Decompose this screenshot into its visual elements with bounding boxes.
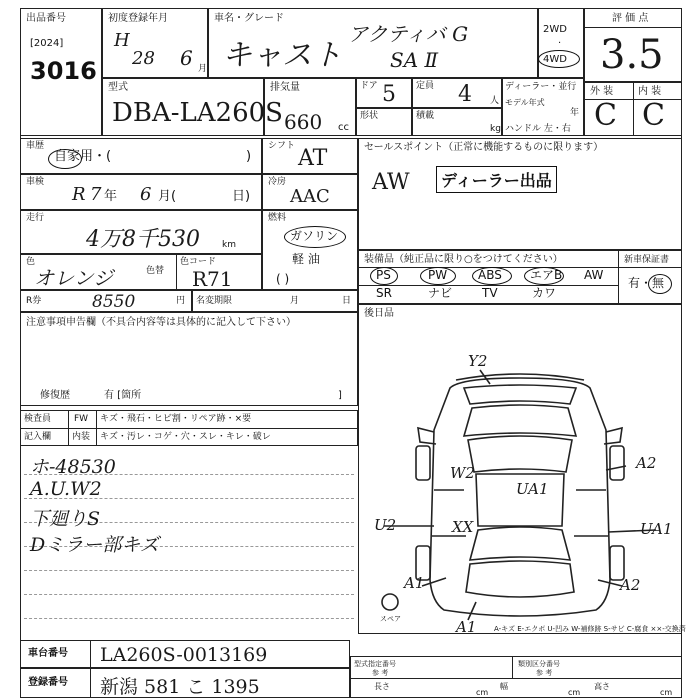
damage-label-2: W2 <box>450 464 475 482</box>
capacity-value: 4 <box>458 82 472 107</box>
chassis-label: 車台番号 <box>28 648 68 659</box>
ac-label: 冷房 <box>268 177 287 187</box>
shift-label: シフト <box>268 141 296 151</box>
notes-label: 注意事項申告欄（不具合内容等は具体的に記入して下さい） <box>26 317 296 328</box>
handwritten-note-1: ホ-48530 <box>30 456 116 478</box>
damage-label-9: A1 <box>456 618 477 636</box>
name-change-label: 名変期限 <box>196 296 233 306</box>
car-grade-2: SA Ⅱ <box>390 48 439 72</box>
door-value: 5 <box>382 82 396 107</box>
int-value: C <box>642 98 665 133</box>
damage-label-4: UA1 <box>516 480 549 498</box>
damage-label-10: A2 <box>620 576 641 594</box>
displacement-unit: cc <box>338 122 349 133</box>
entry-label: 記入欄 <box>24 432 52 442</box>
damage-label-5: U2 <box>374 516 397 534</box>
drive-2wd: 2WD <box>543 24 567 35</box>
sales-point-label: セールスポイント（正常に機能するものに限ります） <box>364 142 604 153</box>
spec-class-label: 類別区分番号 <box>518 660 560 668</box>
mileage-unit: km <box>222 240 236 250</box>
repair-label: 修復歴 <box>40 390 70 401</box>
inspector-fw: FW <box>74 414 89 424</box>
inspector-row1: キズ・飛石・ヒビ割・リペア跡・×要 <box>100 414 252 424</box>
displacement-value: 660 <box>284 110 323 134</box>
model-year-label: モデル年式 <box>505 98 545 107</box>
door-label: ドア <box>360 81 378 91</box>
ac-value: AAC <box>290 186 330 207</box>
color-code-label: 色コード <box>180 257 217 267</box>
repair-close: ] <box>338 390 342 401</box>
handle-label: ハンドル 左・右 <box>505 124 571 134</box>
equipment-label: 装備品（純正品に限り○をつけてください） <box>364 254 563 265</box>
spec-width-cm: cm <box>568 688 581 697</box>
spec-height: 高さ <box>594 682 610 691</box>
history-close: ) <box>246 149 252 164</box>
equip-abs: ABS <box>478 268 502 282</box>
warranty-circle <box>648 274 672 294</box>
mileage-value: 4万8千530 <box>86 227 200 252</box>
damage-label-7: UA1 <box>640 520 673 538</box>
capacity-label: 定員 <box>416 81 435 91</box>
fuel-diesel: 軽 油 <box>292 252 320 266</box>
damage-label-3: A2 <box>636 454 657 472</box>
inspection-month-unit: 月( <box>158 189 177 204</box>
recycle-label: R券 <box>26 296 42 306</box>
spec-box <box>350 656 682 698</box>
reg-number-value: 新潟 581 こ 1395 <box>100 676 260 698</box>
ext-value: C <box>594 98 617 133</box>
capacity-unit: 人 <box>490 96 500 106</box>
car-grade: アクティバ G <box>348 22 469 46</box>
equip-leather: カワ <box>532 286 557 300</box>
spec-height-cm: cm <box>660 688 673 697</box>
shift-value: AT <box>298 146 328 171</box>
registration-era: H <box>114 30 130 51</box>
dealer-label: ディーラー・並行 <box>505 82 577 92</box>
inspector-label: 検査員 <box>24 414 52 424</box>
color-code: R71 <box>192 267 233 291</box>
load-label: 積載 <box>416 111 435 121</box>
sales-point-aw: AW <box>372 170 410 195</box>
warranty-label: 新車保証書 <box>624 255 670 265</box>
warranty-value: 有・無 <box>628 276 665 290</box>
color-value: オレンジ <box>34 266 113 290</box>
history-label: 車歴 <box>26 141 45 151</box>
spec-length: 長さ <box>374 682 390 691</box>
equip-tv: TV <box>482 286 498 300</box>
fuel-other: ( ) <box>276 272 290 286</box>
registration-month-unit: 月 <box>198 64 208 74</box>
spare-label: スペア <box>380 615 401 623</box>
equip-airbag: エアB <box>530 268 563 282</box>
spec-model-label: 型式指定番号 <box>354 660 396 668</box>
color-label: 色 <box>26 257 36 267</box>
registration-month: 6 <box>180 46 193 70</box>
lot-year: [2024] <box>30 38 64 49</box>
fuel-value: ガソリン <box>290 229 339 243</box>
damage-legend: A-キズ E-エクボ U-凹み W-補修跡 S-サビ C-腐食 ××-交換済 <box>494 625 686 633</box>
registration-year: 28 <box>132 48 155 69</box>
inspection-label: 車検 <box>26 177 45 187</box>
recycle-value: 8550 <box>92 292 136 312</box>
equip-ps-circle <box>370 267 398 285</box>
model-label: 型式 <box>108 82 128 93</box>
load-unit: kg <box>490 124 501 134</box>
equip-ps: PS <box>376 268 391 282</box>
inspection-day-unit: 日) <box>232 189 251 204</box>
repair-value: 有 [箇所 <box>104 390 142 401</box>
inspection-month: 6 <box>140 184 152 205</box>
ext-label: 外 装 <box>590 86 614 97</box>
mileage-label: 走行 <box>26 213 45 223</box>
inspection-year: 7 <box>90 184 102 205</box>
int-label: 内 装 <box>638 86 662 97</box>
recycle-unit: 円 <box>176 296 186 306</box>
registration-label: 初度登録年月 <box>108 13 168 24</box>
car-name-label: 車名・グレード <box>214 13 284 24</box>
score-value: 3.5 <box>600 32 664 78</box>
sales-point-dealer: ディーラー出品 <box>436 166 557 193</box>
reg-number-label: 登録番号 <box>28 677 68 688</box>
equip-pw-circle <box>420 267 456 285</box>
score-label: 評 価 点 <box>612 13 649 24</box>
equip-airbag-circle <box>524 267 564 285</box>
name-change-month: 月 <box>290 296 300 306</box>
spec-ref-1: 参 考 <box>372 669 389 677</box>
spec-width: 幅 <box>500 682 508 691</box>
inspector-row2: キズ・汚レ・コゲ・穴・スレ・キレ・破レ <box>100 432 271 442</box>
equip-navi: ナビ <box>428 286 453 300</box>
inspection-era: R <box>72 184 86 205</box>
spec-ref-2: 参 考 <box>536 669 553 677</box>
shape-label: 形状 <box>360 111 379 121</box>
lot-number: 3016 <box>30 57 97 85</box>
displacement-label: 排気量 <box>270 82 300 93</box>
color-change-label: 色替 <box>146 266 165 276</box>
chassis-value: LA260S-0013169 <box>100 644 268 666</box>
inspection-year-unit: 年 <box>104 189 118 204</box>
model-year-unit: 年 <box>570 108 580 118</box>
rear-items-label: 後日品 <box>364 308 394 319</box>
equip-aw: AW <box>584 268 604 282</box>
name-change-day: 日 <box>342 296 352 306</box>
damage-label-6: XX <box>452 518 474 536</box>
inspector-interior: 内装 <box>72 432 91 442</box>
drive-4wd: 4WD <box>543 54 567 65</box>
car-name-value: キャスト <box>222 38 342 73</box>
handwritten-note-2: A.U.W2 <box>30 478 102 500</box>
damage-label-8: A1 <box>404 574 425 592</box>
handwritten-note-4: Dミラー部キズ <box>30 534 159 556</box>
lot-label: 出品番号 <box>26 13 66 24</box>
damage-label-1: Y2 <box>468 352 488 370</box>
drive-dot: · <box>558 38 562 49</box>
spec-length-cm: cm <box>476 688 489 697</box>
equip-sr: SR <box>376 286 392 300</box>
history-value: 自家用・( <box>54 149 112 164</box>
equip-abs-circle <box>472 267 512 285</box>
handwritten-note-3: 下廻りS <box>30 508 101 530</box>
model-value: DBA-LA260S <box>112 98 283 128</box>
fuel-label: 燃料 <box>268 213 287 223</box>
equip-pw: PW <box>428 268 448 282</box>
